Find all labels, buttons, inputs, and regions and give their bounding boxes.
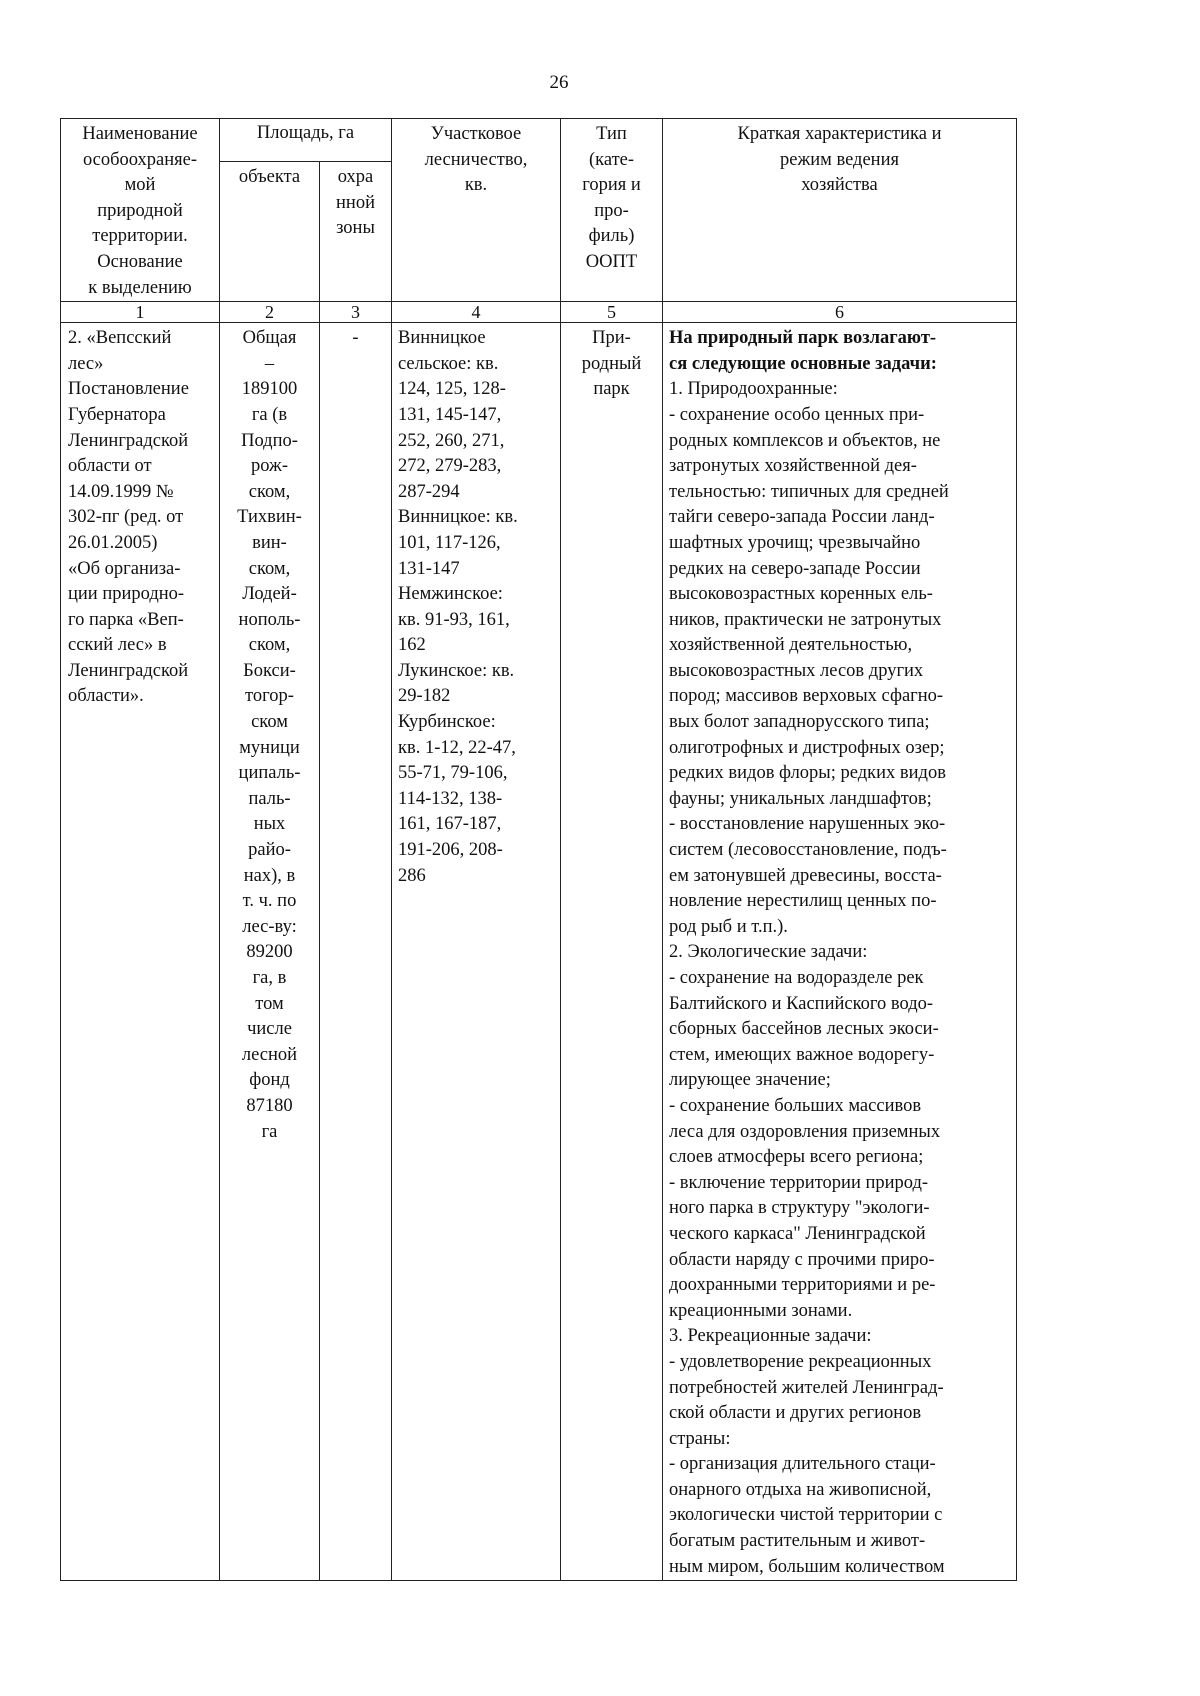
text-line: Бокси-: [243, 660, 296, 681]
text-line: редких видов флоры; редких видов: [669, 763, 946, 784]
text-line: про-: [594, 200, 629, 221]
text-line: ного парка в структуру "экологи-: [669, 1198, 930, 1219]
page-number: 26: [549, 72, 569, 93]
forestry-cell: [392, 323, 561, 1581]
header-buffer-zone-cell: [320, 162, 392, 302]
text-line: «Об организа-: [68, 558, 181, 579]
text-line: 252, 260, 271,: [398, 430, 505, 451]
column-number: 5: [561, 302, 663, 323]
text-line: 286: [398, 865, 426, 886]
text-line: 1. Природоохранные:: [669, 379, 838, 400]
text-line: Общая: [242, 328, 297, 349]
text-line: фонд: [249, 1070, 290, 1091]
text-line: страны:: [669, 1428, 731, 1449]
text-line: -: [352, 328, 359, 349]
header-description-cell: [663, 119, 1017, 302]
text-line: Краткая характеристика и: [737, 124, 942, 144]
column-number: 4: [392, 302, 561, 323]
text-line: тельностью: типичных для средней: [669, 481, 949, 502]
text-line: род рыб и т.п.).: [669, 916, 788, 937]
text-line: Лодей-: [242, 584, 297, 605]
text-line: 14.09.1999 №: [68, 481, 174, 502]
text-line: - сохранение больших массивов: [669, 1095, 922, 1116]
protected-areas-table: [60, 118, 1017, 1581]
text-line: 189100: [241, 379, 298, 400]
text-line: высоковозрастных лесов других: [669, 660, 924, 681]
text-line: родный: [581, 353, 642, 374]
text-line: ных: [253, 814, 286, 835]
text-line: ской области и других регионов: [669, 1403, 922, 1424]
text-line: - сохранение на водоразделе рек: [669, 968, 924, 988]
text-line: Тихвин-: [237, 507, 302, 528]
text-line: олиготрофных и дистрофных озер;: [669, 737, 945, 758]
text-line: Курбинское:: [398, 712, 496, 733]
text-line: - сохранение особо ценных при-: [669, 404, 925, 425]
text-line: 55-71, 79-106,: [398, 763, 508, 784]
header-object-area-cell: [220, 162, 320, 302]
text-line: 2. Экологические задачи:: [669, 942, 868, 963]
column-number: 2: [220, 302, 320, 323]
text-line: го парка «Веп-: [68, 609, 184, 630]
text-line: кв. 91-93, 161,: [398, 609, 510, 630]
text-line: рож-: [251, 456, 288, 477]
text-line: Балтийского и Каспийского водо-: [669, 993, 934, 1014]
text-line: –: [264, 353, 275, 374]
text-line: - организация длительного стаци-: [669, 1454, 936, 1475]
text-line: систем (лесовосстановление, подъ-: [669, 840, 947, 861]
column-number-row: [61, 302, 1017, 323]
header-type-cell: [561, 119, 663, 302]
text-line: Наименование: [82, 124, 198, 144]
text-line: пород; массивов верховых сфагно-: [669, 686, 944, 707]
text-line: хозяйства: [801, 175, 878, 196]
text-line: Лукинское: кв.: [398, 660, 515, 681]
text-line: 124, 125, 128-: [398, 379, 506, 400]
text-line: Ленинградской: [68, 430, 189, 451]
text-line: - включение территории природ-: [669, 1172, 929, 1193]
text-line: ском,: [248, 635, 291, 656]
text-line: кв.: [464, 175, 488, 196]
text-line: 191-206, 208-: [398, 840, 503, 861]
text-line: числе: [247, 1019, 292, 1040]
text-line: гория и: [582, 175, 641, 196]
text-line: га (в: [251, 404, 288, 425]
text-line: слоев атмосферы всего региона;: [669, 1147, 924, 1168]
text-line: га, в: [252, 968, 287, 988]
text-line: - удовлетворение рекреационных: [669, 1351, 932, 1372]
text-line: кв. 1-12, 22-47,: [398, 737, 516, 758]
text-line: новление нерестилищ ценных по-: [669, 891, 937, 912]
text-line: нах), в: [243, 865, 296, 886]
text-line: ском: [251, 712, 288, 733]
text-line: ным миром, большим количеством: [669, 1556, 945, 1577]
text-line: нной: [336, 192, 375, 213]
text-line: 3. Рекреационные задачи:: [669, 1326, 872, 1347]
text-line: Тип: [596, 124, 627, 144]
text-line: Винницкое: кв.: [398, 507, 518, 528]
text-line: нополь-: [238, 609, 301, 630]
text-line: ском,: [248, 481, 291, 502]
area-name-cell: [61, 323, 220, 1581]
text-line: ООПТ: [585, 251, 638, 272]
text-line: (кате-: [588, 149, 635, 170]
text-line: ся следующие основные задачи:: [669, 353, 937, 374]
column-number: 3: [320, 302, 392, 323]
text-line: режим ведения: [779, 149, 899, 170]
text-line: объекта: [238, 167, 301, 188]
text-line: креационными зонами.: [669, 1300, 853, 1321]
text-line: мой: [124, 175, 156, 196]
text-line: охра: [337, 167, 374, 188]
buffer-zone-cell: [320, 323, 392, 1581]
area-type-cell: [561, 323, 663, 1581]
text-line: Немжинское:: [398, 584, 503, 605]
text-line: 161, 167-187,: [398, 814, 502, 835]
text-line: хозяйственной деятельностью,: [669, 635, 913, 656]
description-intro: [669, 326, 1010, 377]
text-line: паль-: [248, 788, 291, 809]
text-line: редких на северо-западе России: [669, 558, 921, 579]
text-line: Губернатора: [68, 404, 166, 425]
text-line: онарного отдыха на живописной,: [669, 1479, 932, 1500]
text-line: ции природно-: [68, 584, 185, 605]
text-line: 29-182: [398, 686, 451, 707]
text-line: - восстановление нарушенных эко-: [669, 814, 946, 835]
column-number: 6: [663, 302, 1017, 323]
text-line: Участковое: [430, 124, 522, 144]
text-line: Основание: [97, 251, 183, 272]
text-line: стем, имеющих важное водорегу-: [669, 1044, 935, 1065]
text-line: экологически чистой территории с: [669, 1505, 943, 1526]
text-line: лесничество,: [424, 149, 528, 170]
text-line: области наряду с прочими приро-: [669, 1249, 935, 1270]
text-line: 287-294: [398, 481, 460, 502]
description-cell: [663, 323, 1017, 1581]
text-line: сельское: кв.: [398, 353, 499, 374]
text-line: тогор-: [245, 686, 294, 707]
text-line: Винницкое: [398, 328, 486, 349]
header-area-group-cell: Площадь, га: [220, 119, 392, 162]
text-line: га: [261, 1121, 278, 1142]
text-line: 2. «Вепсский: [68, 328, 172, 349]
text-line: лес»: [68, 353, 104, 374]
text-line: ников, практически не затронутых: [669, 609, 942, 630]
text-line: Подпо-: [241, 430, 298, 451]
text-line: т. ч. по: [242, 891, 297, 912]
text-line: филь): [588, 226, 635, 247]
text-line: сский лес» в: [68, 635, 167, 656]
text-line: территории.: [92, 226, 188, 247]
text-line: природной: [97, 200, 183, 221]
text-line: ем затонувшей древесины, восста-: [669, 865, 942, 886]
text-line: 89200: [246, 942, 293, 963]
text-line: На природный парк возлагают-: [669, 328, 937, 349]
text-line: муници: [239, 737, 300, 758]
text-line: 302-пг (ред. от: [68, 507, 184, 528]
text-line: шафтных урочищ; чрезвычайно: [669, 532, 921, 553]
text-line: зоны: [336, 218, 375, 239]
text-line: высоковозрастных коренных ель-: [669, 584, 933, 605]
text-line: 101, 117-126,: [398, 532, 501, 553]
text-line: лесной: [241, 1044, 298, 1065]
text-line: ском,: [248, 558, 291, 579]
text-line: вых болот западнорусского типа;: [669, 712, 930, 733]
text-line: вин-: [252, 532, 287, 553]
text-line: сборных бассейнов лесных экоси-: [669, 1019, 939, 1040]
table-header-row: [61, 119, 1017, 162]
text-line: лес-ву:: [242, 916, 297, 937]
area-size-cell: [220, 323, 320, 1581]
text-line: фауны; уникальных ландшафтов;: [669, 788, 932, 809]
column-number: 1: [61, 302, 220, 323]
description-text: [669, 377, 1010, 1580]
text-line: Ленинградской: [68, 660, 189, 681]
text-line: Постановление: [68, 379, 189, 400]
text-line: особоохраняе-: [82, 149, 198, 170]
text-line: родных комплексов и объектов, не: [669, 430, 941, 451]
text-line: доохранными территориями и ре-: [669, 1275, 936, 1296]
text-line: богатым растительным и живот-: [669, 1531, 926, 1552]
text-line: потребностей жителей Ленинград-: [669, 1377, 944, 1398]
text-line: области от: [68, 456, 152, 477]
text-line: 131, 145-147,: [398, 404, 502, 425]
text-line: 131-147: [398, 558, 460, 579]
text-line: 87180: [246, 1095, 293, 1116]
header-name-cell: [61, 119, 220, 302]
text-line: затронутых хозяйственной дея-: [669, 456, 917, 477]
text-line: 114-132, 138-: [398, 788, 503, 809]
text-line: лирующее значение;: [669, 1070, 831, 1091]
text-line: райо-: [248, 840, 291, 861]
text-line: леса для оздоровления приземных: [669, 1121, 941, 1142]
text-line: 272, 279-283,: [398, 456, 502, 477]
text-line: ципаль-: [238, 763, 301, 784]
text-line: 26.01.2005): [68, 532, 158, 553]
header-forestry-cell: [392, 119, 561, 302]
text-line: к выделению: [88, 277, 192, 298]
table-row: [61, 323, 1017, 1581]
text-line: ческого каркаса" Ленинградской: [669, 1223, 926, 1244]
text-line: том: [255, 993, 284, 1014]
text-line: тайги северо-запада России ланд-: [669, 507, 935, 528]
text-line: 162: [398, 635, 426, 656]
text-line: парк: [593, 379, 630, 400]
text-line: области».: [68, 686, 144, 707]
text-line: При-: [592, 328, 631, 349]
